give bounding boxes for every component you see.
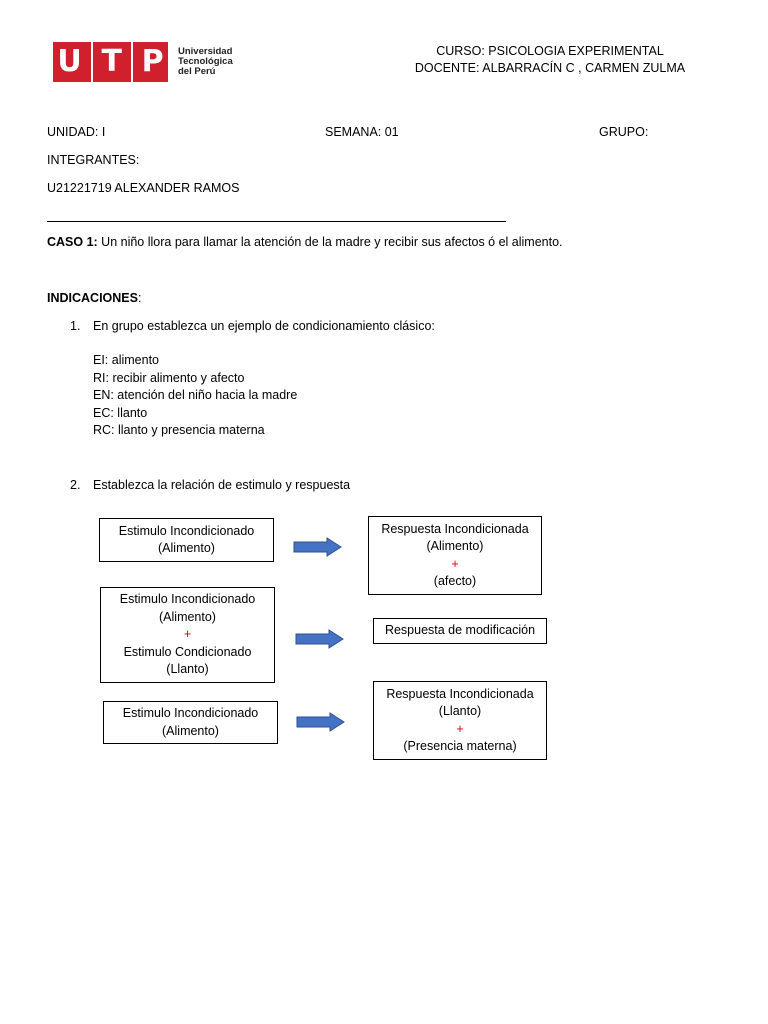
item1-number: 1. — [70, 319, 81, 333]
caso-text: Un niño llora para llamar la atención de la madre y recibir sus afectos ó el alimento. — [97, 235, 563, 249]
list-item: EN: atención del niño hacia la madre — [93, 388, 298, 403]
teacher-name: DOCENTE: ALBARRACÍN C , CARMEN ZULMA — [414, 61, 686, 75]
semana-label: SEMANA: 01 — [325, 125, 399, 139]
list-item: EI: alimento — [93, 353, 160, 367]
list-item: RC: llanto y presencia materna — [93, 423, 265, 438]
plus-sign: + — [456, 721, 464, 736]
logo-letter-u: U — [57, 44, 82, 79]
caso-paragraph — [47, 235, 563, 249]
utp-logo — [53, 42, 233, 82]
integrantes-label: INTEGRANTES: — [47, 153, 140, 167]
row2-arrow-icon — [295, 629, 345, 649]
row2-stimulus-box: Estimulo Incondicionado (Alimento) + Estimulo Condicionado (Llanto) — [100, 587, 275, 683]
course-header — [400, 43, 700, 77]
item1-list — [93, 352, 297, 440]
utp-logo-mark — [53, 42, 168, 82]
row3-arrow-icon — [296, 712, 346, 732]
course-name: CURSO: PSICOLOGIA EXPERIMENTAL — [436, 44, 664, 58]
member-name: U21221719 ALEXANDER RAMOS — [47, 181, 240, 195]
divider-line — [47, 221, 506, 222]
indicaciones-heading: INDICACIONES: — [47, 291, 142, 305]
row2-response-box: Respuesta de modificación — [373, 618, 547, 644]
item2-number: 2. — [70, 478, 81, 492]
plus-sign: + — [451, 556, 459, 571]
plus-sign: + — [183, 627, 192, 642]
unidad-label: UNIDAD: I — [47, 125, 106, 139]
row1-arrow-icon — [293, 537, 343, 557]
caso-label: CASO 1: — [47, 235, 98, 249]
row1-stimulus-box: Estimulo Incondicionado (Alimento) — [99, 518, 274, 562]
row3-response-box: Respuesta Incondicionada (Llanto) + (Presencia materna) — [373, 681, 547, 760]
list-item: EC: llanto — [93, 405, 148, 420]
item2-text: Establezca la relación de estimulo y respuesta — [93, 478, 351, 492]
row3-stimulus-box: Estimulo Incondicionado (Alimento) — [103, 701, 278, 744]
logo-letter-p: P — [141, 44, 164, 79]
row1-response-box: Respuesta Incondicionada (Alimento) + (afecto) — [368, 516, 542, 595]
list-item: RI: recibir alimento y afecto — [93, 370, 245, 385]
grupo-label: GRUPO: — [599, 125, 649, 139]
item1-text: En grupo establezca un ejemplo de condicionamiento clásico: — [93, 319, 435, 333]
logo-letter-t: T — [101, 44, 122, 79]
logo-wordmark: Universidad Tecnológica del Perú — [178, 46, 233, 77]
